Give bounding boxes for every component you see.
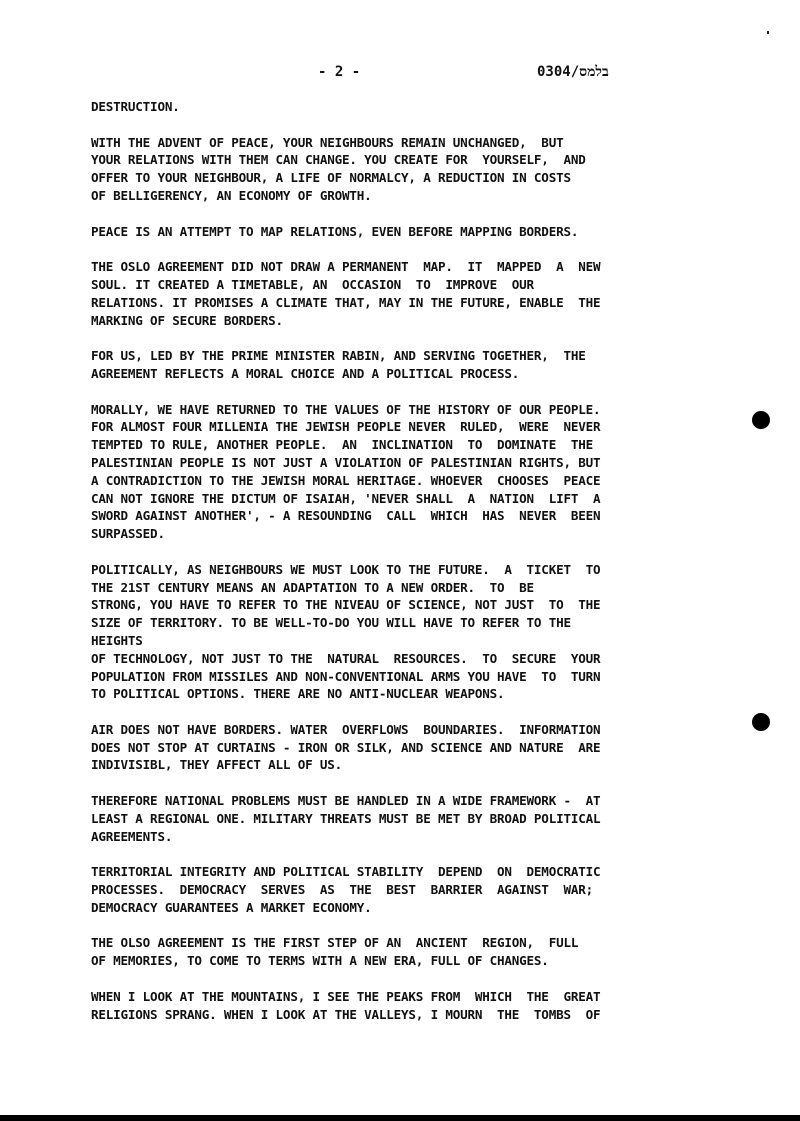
- document-code: בלמס/0304: [537, 64, 609, 80]
- paragraph-11: THE OLSO AGREEMENT IS THE FIRST STEP OF AN ANCIENT REGION, FULL OF MEMORIES, TO COME TO TERMS WITH A NEW ERA, FULL OF CHANGES.: [91, 935, 579, 969]
- paragraph-12: WHEN I LOOK AT THE MOUNTAINS, I SEE THE PEAKS FROM WHICH THE GREAT RELIGIONS SPRANG. WHEN I LOOK AT THE VALLEYS, I MOURN THE TOMBS OF: [91, 988, 601, 1022]
- paragraph-8: AIR DOES NOT HAVE BORDERS. WATER OVERFLOWS BOUNDARIES. INFORMATION DOES NOT STOP AT CURTAINS - IRON OR SILK, AND SCIENCE AND NATURE ARE INDIVISIBL, THEY AFFECT ALL OF US.: [91, 721, 601, 773]
- punch-hole-lower: [752, 713, 770, 731]
- paragraph-7: POLITICALLY, AS NEIGHBOURS WE MUST LOOK TO THE FUTURE. A TICKET TO THE 21ST CENTURY MEANS AN ADAPTATION TO A NEW ORDER. TO BE STRONG, YOU HAVE TO REFER TO THE NIVEAU OF SCIENCE, NOT JUST TO THE SIZE OF TERRITORY. TO BE WELL-TO-DO YOU WILL HAVE TO REFER TO THE HEIGHTS OF TECHNOLOGY, NOT JUST TO THE NATURAL RESOURCES. TO SECURE YOUR POPULATION FROM MISSILES AND NON-CONVENTIONAL ARMS YOU HAVE TO TURN TO POLITICAL OPTIONS. THERE ARE NO ANTI-NUCLEAR WEAPONS.: [91, 561, 601, 702]
- paragraph-3: PEACE IS AN ATTEMPT TO MAP RELATIONS, EVEN BEFORE MAPPING BORDERS.: [91, 223, 579, 239]
- paragraph-9: THEREFORE NATIONAL PROBLEMS MUST BE HANDLED IN A WIDE FRAMEWORK - AT LEAST A REGIONAL ONE. MILITARY THREATS MUST BE MET BY BROAD POLITICAL AGREEMENTS.: [91, 793, 601, 844]
- paragraph-1: DESTRUCTION.: [91, 99, 180, 114]
- paragraph-10: TERRITORIAL INTEGRITY AND POLITICAL STABILITY DEPEND ON DEMOCRATIC PROCESSES. DEMOCRACY SERVES AS THE BEST BARRIER AGAINST WAR; DEMOCRACY GUARANTEES A MARKET ECONOMY.: [91, 864, 601, 915]
- document-body: [91, 98, 651, 1041]
- paragraph-5: FOR US, LED BY THE PRIME MINISTER RABIN, AND SERVING TOGETHER, THE AGREEMENT REFLECTS A MORAL CHOICE AND A POLITICAL PROCESS.: [91, 348, 586, 381]
- scan-bottom-edge: [0, 1115, 800, 1121]
- paragraph-4: THE OSLO AGREEMENT DID NOT DRAW A PERMANENT MAP. IT MAPPED A NEW SOUL. IT CREATED A TIMETABLE, AN OCCASION TO IMPROVE OUR RELATIONS. IT PROMISES A CLIMATE THAT, MAY IN THE FUTURE, ENABLE THE MARKING OF SECURE BORDERS.: [91, 259, 601, 328]
- punch-hole-upper: [752, 411, 770, 429]
- page-number: - 2 -: [318, 64, 361, 80]
- scan-speck: [767, 31, 769, 34]
- paragraph-2: WITH THE ADVENT OF PEACE, YOUR NEIGHBOURS REMAIN UNCHANGED, BUT YOUR RELATIONS WITH THEM CAN CHANGE. YOU CREATE FOR YOURSELF, AND OFFER TO YOUR NEIGHBOUR, A LIFE OF NORMALCY, A REDUCTION IN COSTS OF BELLIGERENCY, AN ECONOMY OF GROWTH.: [91, 134, 586, 203]
- paragraph-6: MORALLY, WE HAVE RETURNED TO THE VALUES OF THE HISTORY OF OUR PEOPLE. FOR ALMOST FOUR MILLENIA THE JEWISH PEOPLE NEVER RULED, WERE NEVER TEMPTED TO RULE, ANOTHER PEOPLE. AN INCLINATION TO DOMINATE THE PALESTINIAN PEOPLE IS NOT JUST A VIOLATION OF PALESTINIAN RIGHTS, BUT A CONTRADICTION TO THE JEWISH MORAL HERITAGE. WHOEVER CHOOSES PEACE CAN NOT IGNORE THE DICTUM OF ISAIAH, 'NEVER SHALL A NATION LIFT A SWORD AGAINST ANOTHER', - A RESOUNDING CALL WHICH HAS NEVER BEEN SURPASSED.: [91, 401, 601, 542]
